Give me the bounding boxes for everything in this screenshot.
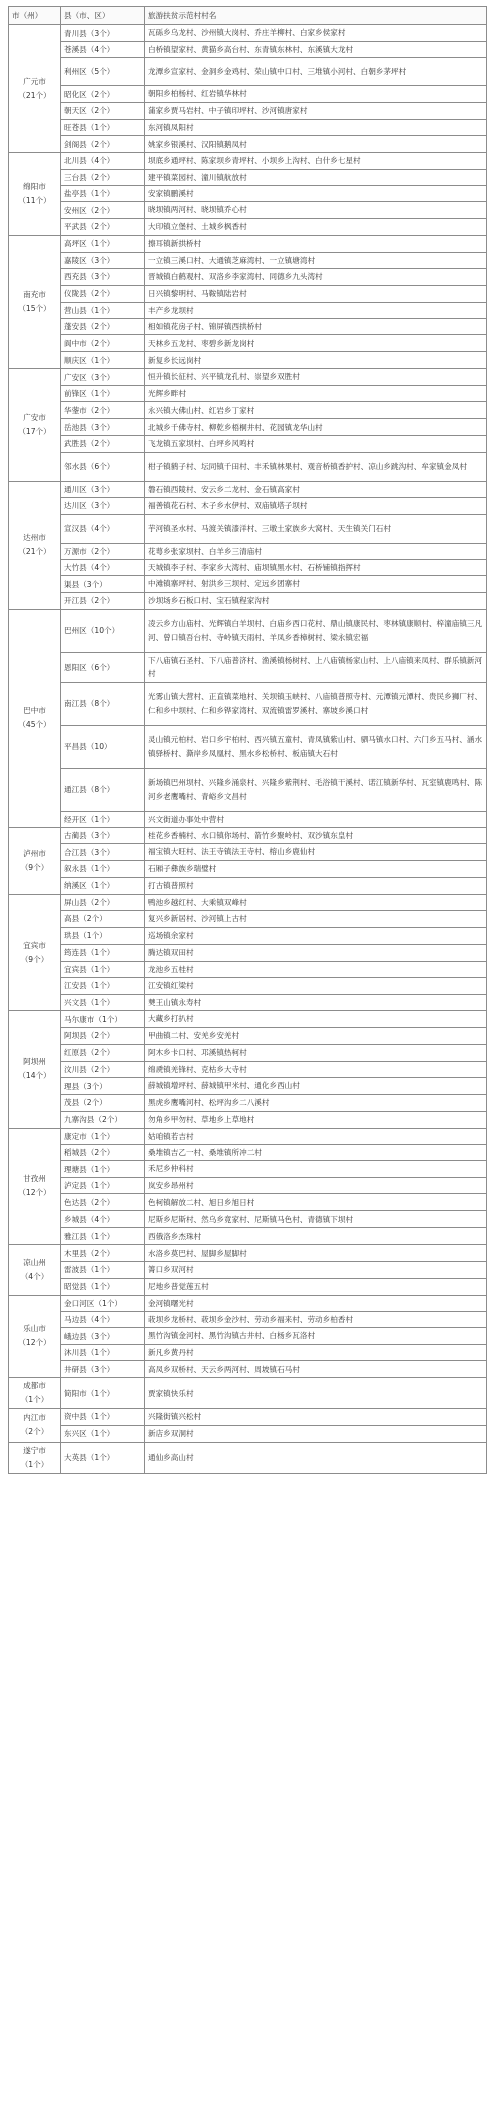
villages-cell: 白桥镇望家村、黄猫乡高台村、东青镇东林村、东溪镇大龙村 <box>145 42 487 58</box>
county-cell: 木里县（2个） <box>61 1245 145 1262</box>
table-row <box>9 352 487 369</box>
county-cell: 大英县（1个） <box>61 1442 145 1473</box>
villages-cell: 西俄洛乡杰珠村 <box>145 1228 487 1245</box>
city-name: 宜宾市 <box>23 940 46 950</box>
table-row <box>9 419 487 436</box>
county-cell: 昭觉县（1个） <box>61 1278 145 1295</box>
villages-cell: 安家镇鹏溪村 <box>145 186 487 202</box>
county-cell: 平昌县（10） <box>61 725 145 768</box>
county-cell: 合江县（3个） <box>61 844 145 860</box>
villages-cell: 贾家镇快乐村 <box>145 1378 487 1409</box>
county-cell: 营山县（1个） <box>61 302 145 318</box>
table-row <box>9 725 487 768</box>
villages-cell: 中滩镇寨坪村、射洪乡三坝村、定远乡团寨村 <box>145 576 487 592</box>
villages-cell: 新复乡长远岗村 <box>145 352 487 369</box>
villages-cell: 姚家乡银溪村、汉阳镇鹅凤村 <box>145 136 487 153</box>
villages-cell: 龙池乡五桂村 <box>145 961 487 977</box>
table-row <box>9 514 487 543</box>
county-cell: 三台县（2个） <box>61 169 145 185</box>
county-cell: 阿坝县（2个） <box>61 1027 145 1044</box>
villages-cell: 恒升镇长征村、兴平镇龙孔村、崇望乡双胜村 <box>145 369 487 385</box>
city-cell <box>9 1245 61 1295</box>
county-cell: 通江县（8个） <box>61 768 145 811</box>
villages-cell: 岚安乡昂州村 <box>145 1177 487 1193</box>
table-row <box>9 302 487 318</box>
county-cell: 江安县（1个） <box>61 977 145 994</box>
city-count: （1个） <box>20 1459 49 1469</box>
county-cell: 旺苍县（1个） <box>61 119 145 135</box>
county-cell: 峨边县（3个） <box>61 1328 145 1344</box>
city-name: 巴中市 <box>23 706 46 716</box>
county-cell: 马尔康市（1个） <box>61 1011 145 1027</box>
table-row <box>9 436 487 452</box>
table-row <box>9 119 487 135</box>
table-row <box>9 42 487 58</box>
table-row <box>9 269 487 285</box>
table-row <box>9 1442 487 1473</box>
villages-cell: 尼地乡普觉莲五村 <box>145 1278 487 1295</box>
table-row <box>9 911 487 927</box>
table-row <box>9 498 487 514</box>
villages-cell: 沙坝场乡石板口村、宝石镇程家沟村 <box>145 592 487 609</box>
city-name: 广元市 <box>23 76 46 86</box>
city-count: （21个） <box>18 90 51 100</box>
county-cell: 恩阳区（6个） <box>61 652 145 682</box>
table-row <box>9 1344 487 1360</box>
table-row <box>9 1295 487 1311</box>
villages-cell: 绵虒镇羌锋村、克枯乡大寺村 <box>145 1061 487 1077</box>
villages-cell: 桑堆镇吉乙一村、桑堆镇所冲二村 <box>145 1145 487 1161</box>
county-cell: 理塘县（1个） <box>61 1161 145 1177</box>
county-cell: 武胜县（2个） <box>61 436 145 452</box>
villages-cell: 巡场镇余家村 <box>145 927 487 944</box>
county-cell: 红原县（2个） <box>61 1044 145 1061</box>
county-cell: 朝天区（2个） <box>61 102 145 119</box>
city-name: 甘孜州 <box>23 1174 46 1184</box>
table-row <box>9 1078 487 1095</box>
county-cell: 开江县（2个） <box>61 592 145 609</box>
county-cell: 昭化区（2个） <box>61 86 145 102</box>
villages-cell: 磐石镇西陵村、安云乡二龙村、金石镇高家村 <box>145 481 487 497</box>
table-row <box>9 285 487 302</box>
table-row <box>9 827 487 843</box>
city-count: （15个） <box>18 304 51 314</box>
city-cell <box>9 153 61 236</box>
villages-cell: 晓坝镇两河村、晓坝镇乔心村 <box>145 202 487 218</box>
county-cell: 宜宾县（1个） <box>61 961 145 977</box>
city-name: 乐山市 <box>23 1324 46 1334</box>
county-cell: 汶川县（2个） <box>61 1061 145 1077</box>
city-count: （2个） <box>20 1427 49 1437</box>
county-cell: 前锋区（1个） <box>61 385 145 401</box>
table-row <box>9 1145 487 1161</box>
villages-cell: 通仙乡高山村 <box>145 1442 487 1473</box>
city-name: 成都市 <box>23 1381 46 1391</box>
table-row <box>9 894 487 910</box>
county-cell: 茂县（2个） <box>61 1095 145 1111</box>
villages-cell: 飞龙镇五家坝村、白坪乡风鸣村 <box>145 436 487 452</box>
villages-cell: 僰王山镇永寿村 <box>145 994 487 1010</box>
villages-cell: 色柯镇解放二村、旭日乡旭日村 <box>145 1194 487 1211</box>
county-cell: 经开区（1个） <box>61 811 145 827</box>
city-count: （4个） <box>20 1271 49 1281</box>
villages-cell: 大印镇立堡村、土城乡枫香村 <box>145 218 487 235</box>
villages-cell: 天城镇李子村、李家乡大湾村、庙坝镇黑水村、石桥铺镇指挥村 <box>145 559 487 575</box>
county-cell: 资中县（1个） <box>61 1409 145 1425</box>
city-count: （11个） <box>18 196 51 206</box>
villages-cell: 兴隆街镇兴松村 <box>145 1409 487 1425</box>
table-row <box>9 877 487 894</box>
county-cell: 渠县（3个） <box>61 576 145 592</box>
villages-cell: 黑虎乡鹰嘴河村、松坪沟乡二八溪村 <box>145 1095 487 1111</box>
table-row <box>9 452 487 481</box>
county-cell: 利州区（5个） <box>61 58 145 86</box>
table-row <box>9 319 487 335</box>
county-cell: 安州区（2个） <box>61 202 145 218</box>
table-row <box>9 1378 487 1409</box>
villages-cell: 新凡乡黄丹村 <box>145 1344 487 1360</box>
county-cell: 东兴区（1个） <box>61 1425 145 1442</box>
table-row <box>9 1228 487 1245</box>
villages-cell: 甲曲镇二村、安羌乡安羌村 <box>145 1027 487 1044</box>
table-row <box>9 1027 487 1044</box>
villages-cell: 日兴镇黎明村、马鞍镇陆岩村 <box>145 285 487 302</box>
villages-cell: 大藏乡打扒村 <box>145 1011 487 1027</box>
villages-cell: 高凤乡双桥村、天云乡两河村、周坡镇石马村 <box>145 1361 487 1378</box>
county-cell: 盐亭县（1个） <box>61 186 145 202</box>
county-cell: 理县（3个） <box>61 1078 145 1095</box>
table-row <box>9 1425 487 1442</box>
city-name: 泸州市 <box>23 848 46 858</box>
villages-cell: 勿角乡甲勿村、草地乡上草地村 <box>145 1111 487 1128</box>
county-cell: 顺庆区（1个） <box>61 352 145 369</box>
city-cell <box>9 894 61 1011</box>
table-row <box>9 86 487 102</box>
table-row <box>9 58 487 86</box>
villages-cell: 北城乡千佛寺村、柳乾乡梧桐井村、花园镇龙华山村 <box>145 419 487 436</box>
city-cell <box>9 1128 61 1245</box>
city-count: （45个） <box>18 720 51 730</box>
table-row <box>9 385 487 401</box>
table-row <box>9 768 487 811</box>
table-row <box>9 860 487 877</box>
villages-cell: 蒲家乡贾马岩村、中子镇印坪村、沙河镇唐家村 <box>145 102 487 119</box>
county-cell: 广安区（3个） <box>61 369 145 385</box>
villages-cell: 鸭池乡越红村、大乘镇双峰村 <box>145 894 487 910</box>
county-cell: 古蔺县（3个） <box>61 827 145 843</box>
county-cell: 雅江县（1个） <box>61 1228 145 1245</box>
table-row <box>9 1011 487 1027</box>
villages-cell: 水洛乡莫巴村、屋脚乡屋脚村 <box>145 1245 487 1262</box>
table-row <box>9 218 487 235</box>
villages-cell: 坝底乡通坪村、陈家坝乡青坪村、小坝乡上沟村、白什乡七星村 <box>145 153 487 169</box>
county-cell: 色达县（2个） <box>61 1194 145 1211</box>
villages-cell: 兴文街道办事处中营村 <box>145 811 487 827</box>
county-cell: 雷波县（1个） <box>61 1262 145 1278</box>
city-cell <box>9 25 61 153</box>
villages-cell: 柑子镇鹤子村、坛同镇千田村、丰禾镇林果村、观音桥镇香护村、凉山乡跳沟村、牟家镇金凤村 <box>145 452 487 481</box>
county-cell: 苍溪县（4个） <box>61 42 145 58</box>
table-row <box>9 652 487 682</box>
city-count: （17个） <box>18 427 51 437</box>
county-cell: 康定市（1个） <box>61 1128 145 1144</box>
header-villages: 旅游扶贫示范村村名 <box>145 7 487 25</box>
city-cell <box>9 827 61 894</box>
city-name: 达州市 <box>23 533 46 543</box>
county-cell: 阆中市（2个） <box>61 335 145 352</box>
table-row <box>9 402 487 419</box>
city-name: 内江市 <box>23 1413 46 1423</box>
villages-cell: 花萼乡张家坝村、白羊乡三清庙村 <box>145 543 487 559</box>
county-cell: 高坪区（1个） <box>61 235 145 252</box>
table-row <box>9 369 487 385</box>
table-row <box>9 1361 487 1378</box>
table-row <box>9 543 487 559</box>
table-row <box>9 1044 487 1061</box>
villages-cell: 福善镇花石村、木子乡水伊村、双庙镇塔子坝村 <box>145 498 487 514</box>
table-row <box>9 1128 487 1144</box>
county-cell: 西充县（3个） <box>61 269 145 285</box>
villages-cell: 永兴镇大佛山村、红岩乡丁家村 <box>145 402 487 419</box>
villages-cell: 芋河镇圣水村、马渡关镇漆洋村、三墩土家族乡大窝村、天生镇关门石村 <box>145 514 487 543</box>
county-cell: 华蓥市（2个） <box>61 402 145 419</box>
table-row <box>9 994 487 1010</box>
villages-cell: 禾尼乡仲科村 <box>145 1161 487 1177</box>
city-cell <box>9 1442 61 1473</box>
table-row <box>9 481 487 497</box>
villages-cell: 腾达镇双田村 <box>145 944 487 961</box>
villages-cell: 打古镇普照村 <box>145 877 487 894</box>
county-cell: 仪陇县（2个） <box>61 285 145 302</box>
county-cell: 稻城县（2个） <box>61 1145 145 1161</box>
county-cell: 金口河区（1个） <box>61 1295 145 1311</box>
table-row <box>9 235 487 252</box>
villages-cell: 龙潭乡宣家村、金洞乡金鸡村、荣山镇中口村、三堆镇小河村、白朝乡茅坪村 <box>145 58 487 86</box>
villages-cell: 新场镇巴州坝村、兴隆乡涌泉村、兴隆乡紫荆村、毛浴镇干溪村、诺江镇新华村、瓦室镇鹿鸣村、陈河乡老鹰嘴村、青峪乡文昌村 <box>145 768 487 811</box>
villages-cell: 相如镇花房子村、锦屏镇西拱桥村 <box>145 319 487 335</box>
county-cell: 乡城县（4个） <box>61 1211 145 1228</box>
table-row <box>9 169 487 185</box>
city-cell <box>9 1378 61 1409</box>
villages-cell: 金河镇曙光村 <box>145 1295 487 1311</box>
county-cell: 通川区（3个） <box>61 481 145 497</box>
city-cell <box>9 1295 61 1378</box>
villages-cell: 黑竹沟镇金河村、黑竹沟镇古井村、白杨乡瓦洛村 <box>145 1328 487 1344</box>
table-row <box>9 1211 487 1228</box>
table-row <box>9 252 487 268</box>
city-name: 绵阳市 <box>23 182 46 192</box>
table-row <box>9 592 487 609</box>
villages-cell: 复兴乡新居村、沙河镇上古村 <box>145 911 487 927</box>
table-row <box>9 1328 487 1344</box>
county-cell: 沐川县（1个） <box>61 1344 145 1360</box>
villages-cell: 阿木乡卡口村、邛溪镇热柯村 <box>145 1044 487 1061</box>
villages-cell: 一立镇三溪口村、大通镇芝麻湾村、一立镇塘湾村 <box>145 252 487 268</box>
table-row <box>9 1262 487 1278</box>
villages-cell: 光雾山镇大营村、正直镇菜地村、关坝镇玉峡村、八庙镇普照寺村、元潭镇元潭村、贵民乡狮厂村、仁和乡中坝村、仁和乡铧家湾村、双流镇雷罗溪村、寨坡乡溪口村 <box>145 682 487 725</box>
city-cell <box>9 369 61 481</box>
table-row <box>9 944 487 961</box>
city-count: （9个） <box>20 862 49 872</box>
city-cell <box>9 1011 61 1128</box>
table-row <box>9 977 487 994</box>
county-cell: 平武县（2个） <box>61 218 145 235</box>
table-row <box>9 559 487 575</box>
county-cell: 兴文县（1个） <box>61 994 145 1010</box>
table-row <box>9 1312 487 1328</box>
table-row <box>9 153 487 169</box>
document-page <box>8 6 486 1474</box>
villages-cell: 福宝镇大旺村、法王寺镇法王寺村、榕山乡鹿仙村 <box>145 844 487 860</box>
villages-cell: 凌云乡方山庙村、光辉镇白羊坝村、白庙乡西口花村、鼎山镇康民村、枣林镇康顺村、梓潼庙镇三凡河、曾口镇吾台村、寺岭镇天雨村、羊凤乡香樟树村、梁永镇宏福 <box>145 609 487 652</box>
villages-cell: 尼斯乡尼斯村、然乌乡竟家村、尼斯镇马色村、青德镇下坝村 <box>145 1211 487 1228</box>
city-count: （14个） <box>18 1071 51 1081</box>
county-cell: 南江县（8个） <box>61 682 145 725</box>
county-cell: 珙县（1个） <box>61 927 145 944</box>
villages-cell: 荍坝乡龙桥村、荍坝乡金沙村、劳动乡福来村、劳动乡柏香村 <box>145 1312 487 1328</box>
table-row <box>9 927 487 944</box>
table-row <box>9 961 487 977</box>
table-row <box>9 609 487 652</box>
city-name: 南充市 <box>23 290 46 300</box>
city-cell <box>9 609 61 827</box>
county-cell: 蓬安县（2个） <box>61 319 145 335</box>
table-row <box>9 335 487 352</box>
county-cell: 青川县（3个） <box>61 25 145 42</box>
county-cell: 泸定县（1个） <box>61 1177 145 1193</box>
header-city: 市（州） <box>9 7 61 25</box>
county-cell: 马边县（4个） <box>61 1312 145 1328</box>
county-cell: 达川区（3个） <box>61 498 145 514</box>
villages-cell: 光辉乡畔村 <box>145 385 487 401</box>
city-cell <box>9 481 61 609</box>
table-row <box>9 186 487 202</box>
villages-cell: 瓦砾乡乌龙村、沙州镇大岗村、乔庄羊柳村、白家乡侯家村 <box>145 25 487 42</box>
county-cell: 筠连县（1个） <box>61 944 145 961</box>
village-table <box>8 6 487 1474</box>
county-cell: 叙永县（1个） <box>61 860 145 877</box>
villages-cell: 建平镇菜园村、潼川镇航放村 <box>145 169 487 185</box>
table-row <box>9 682 487 725</box>
table-row <box>9 1409 487 1425</box>
county-cell: 简阳市（1个） <box>61 1378 145 1409</box>
villages-cell: 下八庙镇石圣村、下八庙普济村、渔溪镇杨树村、上八庙镇杨家山村、上八庙镇来凤村、群乐镇新河村 <box>145 652 487 682</box>
city-count: （21个） <box>18 547 51 557</box>
table-row <box>9 202 487 218</box>
county-cell: 巴州区（10个） <box>61 609 145 652</box>
county-cell: 岳池县（3个） <box>61 419 145 436</box>
county-cell: 宣汉县（4个） <box>61 514 145 543</box>
villages-cell: 朝阳乡柏杨村、红岩镇华林村 <box>145 86 487 102</box>
county-cell: 井研县（3个） <box>61 1361 145 1378</box>
county-cell: 北川县（4个） <box>61 153 145 169</box>
villages-cell: 姑咱镇若吉村 <box>145 1128 487 1144</box>
table-row <box>9 25 487 42</box>
city-name: 广安市 <box>23 413 46 423</box>
table-row <box>9 1061 487 1077</box>
city-count: （1个） <box>20 1395 49 1405</box>
table-row <box>9 1278 487 1295</box>
city-name: 阿坝州 <box>23 1057 46 1067</box>
table-row <box>9 1111 487 1128</box>
villages-cell: 石厢子彝族乡瑞璧村 <box>145 860 487 877</box>
header-county: 县（市、区） <box>61 7 145 25</box>
city-name: 凉山州 <box>23 1257 46 1267</box>
villages-cell: 灵山镇元柏村、岩口乡宇柏村、西兴镇五童村、青凤镇紫山村、驷马镇水口村、六门乡五马村、涵水镇驿桥村、澌岸乡凤凰村、黑水乡松桥村、板庙镇大石村 <box>145 725 487 768</box>
villages-cell: 桂花乡香楠村、水口镇你场村、箭竹乡聚岭村、双沙镇东皇村 <box>145 827 487 843</box>
county-cell: 万源市（2个） <box>61 543 145 559</box>
villages-cell: 箐口乡双河村 <box>145 1262 487 1278</box>
table-header-row <box>9 7 487 25</box>
table-row <box>9 136 487 153</box>
table-row <box>9 1245 487 1262</box>
villages-cell: 丰产乡龙坝村 <box>145 302 487 318</box>
villages-cell: 薛城镇增坪村、薛城镇甲米村、通化乡西山村 <box>145 1078 487 1095</box>
table-row <box>9 1161 487 1177</box>
table-row <box>9 576 487 592</box>
city-cell <box>9 235 61 369</box>
villages-cell: 晋城镇白鹤观村、双洛乡李家湾村、同德乡九头湾村 <box>145 269 487 285</box>
city-name: 遂宁市 <box>23 1445 46 1455</box>
table-row <box>9 1194 487 1211</box>
table-row <box>9 102 487 119</box>
county-cell: 嘉陵区（3个） <box>61 252 145 268</box>
table-row <box>9 811 487 827</box>
table-row <box>9 1095 487 1111</box>
table-row <box>9 844 487 860</box>
county-cell: 屏山县（2个） <box>61 894 145 910</box>
county-cell: 大竹县（4个） <box>61 559 145 575</box>
table-row <box>9 1177 487 1193</box>
city-count: （12个） <box>18 1188 51 1198</box>
villages-cell: 江安镇红梁村 <box>145 977 487 994</box>
county-cell: 纳溪区（1个） <box>61 877 145 894</box>
villages-cell: 新店乡双洞村 <box>145 1425 487 1442</box>
table-body <box>9 25 487 1474</box>
county-cell: 邻水县（6个） <box>61 452 145 481</box>
county-cell: 高县（2个） <box>61 911 145 927</box>
villages-cell: 擦耳镇新拱桥村 <box>145 235 487 252</box>
city-count: （9个） <box>20 954 49 964</box>
city-count: （12个） <box>18 1338 51 1348</box>
villages-cell: 东河镇凤阳村 <box>145 119 487 135</box>
city-cell <box>9 1409 61 1442</box>
county-cell: 九寨沟县（2个） <box>61 1111 145 1128</box>
villages-cell: 天林乡五龙村、枣碧乡新龙岗村 <box>145 335 487 352</box>
county-cell: 剑阁县（2个） <box>61 136 145 153</box>
